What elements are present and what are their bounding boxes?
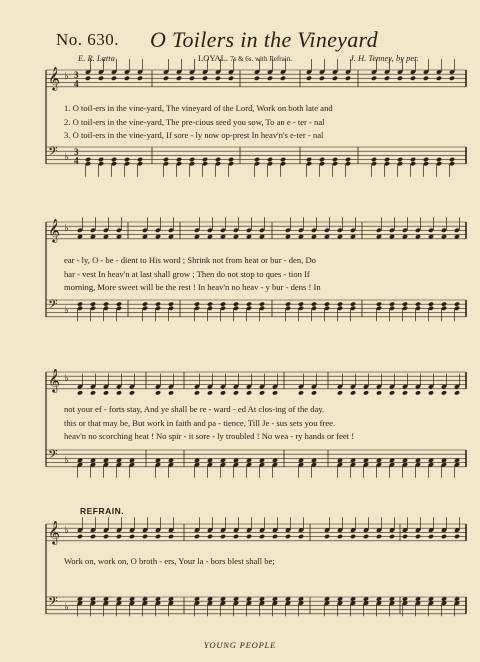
note-head [168,390,174,395]
lyrics-system-4 [64,555,464,569]
note-head [176,76,182,81]
note-head [363,390,369,395]
note-head [332,157,338,162]
note-head [350,301,356,306]
composer-credit: J. H. Tenney, by per. [350,53,419,63]
note-head [371,76,377,81]
tune-name: LOYAL. [198,53,228,63]
note-head [337,534,343,539]
note-head [436,157,442,162]
note-head [155,534,161,539]
key-flat-icon: ♭ [64,152,69,163]
note-head [428,534,434,539]
note-head [254,76,260,81]
note-head [371,157,377,162]
note-head [350,534,356,539]
bass-clef-icon: 𝄢 [48,594,58,612]
note-head [111,157,117,162]
note-head [233,534,239,539]
lyric-line: heav'n no scorching heat ! No spir - it sore - ly troubled ! No wea - ry hands or feet ! [64,431,355,442]
note-head [402,301,408,306]
lyrics-system-1 [64,102,464,143]
note-head [345,157,351,162]
lyric-line: 2. O toil-ers in the vine-yard, The pre-cious seed you sow, To an e - ter - nal [64,116,325,127]
note-head [415,301,421,306]
note-head [220,390,226,395]
note-head [246,534,252,539]
note-head [259,390,265,395]
note-head [168,534,174,539]
note-head [168,301,174,306]
note-head [423,157,429,162]
lyric-line: not your ef - forts stay, And ye shall be re - ward - ed At clos-ing of the day. [64,404,325,414]
note-head [280,157,286,162]
page-footer: YOUNG PEOPLE [203,640,277,650]
note-head [129,534,135,539]
note-head [306,157,312,162]
key-flat-icon: ♭ [64,373,69,384]
note-head [389,301,395,306]
note-head [220,301,226,306]
note-head [423,76,429,81]
note-head [324,301,330,306]
note-head [194,301,200,306]
note-head [254,157,260,162]
key-flat-icon: ♭ [64,305,69,316]
note-head [215,157,221,162]
note-head [410,157,416,162]
note-head [298,301,304,306]
note-head [272,534,278,539]
note-head [90,390,96,395]
key-flat-icon: ♭ [64,602,69,613]
note-head [189,157,195,162]
note-head [454,534,460,539]
time-signature-denominator: 4 [74,78,79,89]
note-head [176,157,182,162]
note-head [389,390,395,395]
note-head [98,157,104,162]
note-head [436,76,442,81]
treble-clef-icon: 𝄞 [48,66,60,90]
note-head [345,76,351,81]
note-head [207,534,213,539]
note-head [376,534,382,539]
note-head [155,390,161,395]
note-head [306,76,312,81]
note-head [280,76,286,81]
time-signature-numerator: 3 [74,70,79,80]
note-head [90,534,96,539]
note-head [384,157,390,162]
note-head [155,301,161,306]
lyric-line: Work on, work on, O broth - ers, Your la - bors blest shall be; [64,556,275,566]
note-head [350,390,356,395]
note-head [319,157,325,162]
bass-clef-icon: 𝄢 [48,297,58,315]
key-flat-icon: ♭ [64,525,69,536]
note-head [137,76,143,81]
note-head [428,390,434,395]
note-head [233,390,239,395]
note-head [267,76,273,81]
note-head [85,76,91,81]
note-head [246,301,252,306]
time-signature-denominator: 4 [74,155,79,166]
lyrics-system-2 [64,254,464,295]
note-head [449,157,455,162]
treble-clef-icon: 𝄞 [48,218,60,242]
note-head [103,390,109,395]
note-head [228,76,234,81]
note-head [285,301,291,306]
note-head [415,390,421,395]
note-head [298,390,304,395]
key-flat-icon: ♭ [64,223,69,234]
note-head [116,301,122,306]
author-credit: E. R. Latta [78,53,115,63]
note-head [116,534,122,539]
bass-clef-icon: 𝄢 [48,144,58,162]
note-head [98,76,104,81]
hymn-title: O Toilers in the Vineyard [150,27,378,52]
time-signature-numerator: 3 [74,147,79,157]
treble-clef-icon: 𝄞 [48,520,60,544]
note-head [454,390,460,395]
note-head [376,390,382,395]
note-head [397,157,403,162]
note-head [324,534,330,539]
note-head [194,390,200,395]
note-head [207,390,213,395]
treble-clef-icon: 𝄞 [48,368,60,392]
note-head [397,76,403,81]
note-head [298,534,304,539]
note-head [194,534,200,539]
lyric-line: this or that may be, But work in faith and pa - tience, Till Je - sus sets you free. [64,417,336,428]
note-head [415,534,421,539]
note-head [389,534,395,539]
meter: 7s & 6s. with Refrain. [230,55,292,63]
refrain-label: REFRAIN. [80,506,125,516]
note-head [233,301,239,306]
note-head [77,534,83,539]
note-head [77,390,83,395]
note-head [246,390,252,395]
key-flat-icon: ♭ [64,455,69,466]
note-head [124,76,130,81]
note-head [124,157,130,162]
note-head [449,76,455,81]
note-head [272,390,278,395]
note-head [311,301,317,306]
note-head [137,157,143,162]
lyric-line: 1. O toil-ers in the vine-yard, The vineyard of the Lord, Work on both late and [64,103,333,113]
note-head [402,390,408,395]
note-head [163,157,169,162]
note-head [85,157,91,162]
note-head [337,390,343,395]
note-head [77,301,83,306]
note-head [259,534,265,539]
hymn-number: No. 630. [56,30,120,49]
note-head [441,534,447,539]
note-head [103,301,109,306]
note-head [103,534,109,539]
note-head [215,76,221,81]
note-head [116,390,122,395]
note-head [202,157,208,162]
note-head [267,157,273,162]
note-head [129,390,135,395]
note-head [111,76,117,81]
lyric-line: har - vest In heav'n at last shall grow ; Then do not stop to ques - tion If [64,268,310,279]
lyrics-system-3 [64,403,464,444]
note-head [163,76,169,81]
note-head [285,534,291,539]
lyric-line: ear - ly, O - be - dient to His word ; Shrink not from heat or bur - den, Do [64,255,316,265]
note-head [332,76,338,81]
note-head [259,301,265,306]
note-head [189,76,195,81]
note-head [142,534,148,539]
key-flat-icon: ♭ [64,71,69,82]
note-head [311,390,317,395]
note-head [337,301,343,306]
bass-clef-icon: 𝄢 [48,447,58,465]
note-head [384,76,390,81]
note-head [454,301,460,306]
note-head [402,534,408,539]
note-head [441,390,447,395]
note-head [441,301,447,306]
note-head [319,76,325,81]
note-head [428,301,434,306]
note-head [202,76,208,81]
note-head [228,157,234,162]
lyric-line: 3. O toil-ers in the vine-yard, If sore - ly now op-prest In heav'n's e-ter - nal [64,130,324,141]
note-head [376,301,382,306]
note-head [220,534,226,539]
note-head [90,301,96,306]
note-head [363,534,369,539]
note-head [410,76,416,81]
lyric-line: morning, More sweet will be the rest ! In heav'n no heav - y bur - dens ! In [64,282,321,293]
note-head [142,301,148,306]
note-head [207,301,213,306]
